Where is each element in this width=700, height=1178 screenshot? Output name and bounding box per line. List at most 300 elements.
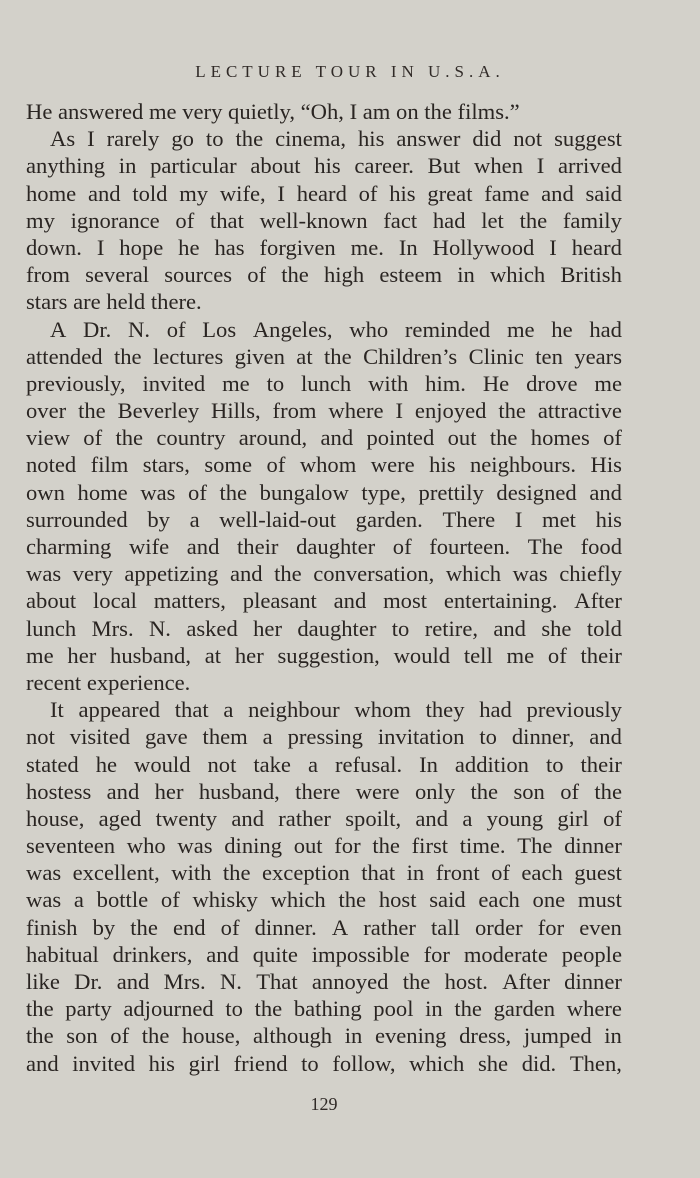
text-line xyxy=(26,805,622,832)
word: A xyxy=(331,914,349,940)
word: had xyxy=(479,697,512,723)
word: Then, xyxy=(569,1050,622,1076)
word: Hills, xyxy=(211,398,261,424)
word: of xyxy=(547,642,567,668)
word: conversation, xyxy=(313,561,435,587)
text-line xyxy=(26,479,622,506)
word: the xyxy=(402,969,431,994)
word: well-known xyxy=(259,207,368,233)
text-line xyxy=(26,723,622,750)
word: I xyxy=(514,506,523,532)
word: to xyxy=(479,724,497,750)
word: gave xyxy=(144,724,188,750)
word: girl xyxy=(557,805,589,831)
word: a xyxy=(189,506,200,532)
word: noted xyxy=(26,452,77,478)
word: and xyxy=(231,805,264,831)
word: heard xyxy=(296,180,347,206)
word: there xyxy=(295,778,341,804)
word: and xyxy=(415,805,449,831)
word: “Oh, xyxy=(300,99,350,124)
word: end xyxy=(172,914,206,940)
word: in xyxy=(406,860,425,886)
word: own xyxy=(26,479,65,505)
word: to xyxy=(205,126,224,152)
word: was xyxy=(26,887,62,913)
text-line xyxy=(26,343,622,370)
word: suggestion, xyxy=(277,642,380,668)
word: at xyxy=(204,642,222,668)
word: over xyxy=(26,398,67,424)
word: guest xyxy=(574,860,622,886)
word: which xyxy=(445,561,502,587)
word: a xyxy=(73,887,84,913)
text-line xyxy=(26,778,622,805)
word: dinner xyxy=(564,969,622,994)
word: he xyxy=(178,234,200,260)
word: front xyxy=(435,860,480,886)
text-line xyxy=(26,424,622,451)
word: designed xyxy=(496,479,577,505)
word: the xyxy=(222,860,251,886)
text-line xyxy=(26,669,622,696)
word: him. xyxy=(425,370,466,396)
word: I xyxy=(536,153,545,179)
word: I xyxy=(96,234,105,260)
word: the xyxy=(219,479,248,505)
word: and xyxy=(229,561,263,587)
word: young xyxy=(486,805,544,831)
word: most xyxy=(383,588,428,614)
word: quietly, xyxy=(228,99,301,124)
word: bathing xyxy=(293,996,362,1022)
word: bungalow xyxy=(259,479,349,505)
word: and xyxy=(589,724,622,750)
word: Mrs. xyxy=(163,969,206,994)
word: view xyxy=(26,425,70,451)
word: the xyxy=(130,914,158,940)
word: house, xyxy=(26,805,85,831)
word: each xyxy=(521,860,563,886)
word: tell xyxy=(463,642,493,668)
word: of xyxy=(160,887,180,913)
word: would xyxy=(393,642,451,668)
word: wife, xyxy=(219,180,266,206)
word: the xyxy=(235,126,264,152)
word: a xyxy=(462,805,473,831)
word: wife xyxy=(128,534,170,559)
word: she xyxy=(477,1050,509,1076)
word: me xyxy=(26,642,54,668)
word: Dr. xyxy=(83,316,112,342)
word: annoyed xyxy=(311,969,389,994)
word: which xyxy=(409,1050,465,1076)
word: of xyxy=(560,778,580,804)
word: son xyxy=(513,778,545,804)
text-line xyxy=(26,180,622,207)
word: several xyxy=(85,262,150,288)
word: he xyxy=(551,316,573,342)
word: His xyxy=(590,452,622,478)
word: by xyxy=(92,914,116,940)
text-line xyxy=(26,941,622,968)
word: in xyxy=(118,153,137,179)
word: the xyxy=(498,398,526,424)
word: his xyxy=(358,126,385,152)
word: garden. xyxy=(355,506,423,532)
word: the xyxy=(324,343,352,369)
word: seventeen xyxy=(26,833,116,859)
text-line xyxy=(26,125,622,152)
word: garden xyxy=(493,996,556,1022)
word: invited xyxy=(72,1050,135,1076)
word: fourteen. xyxy=(429,534,511,559)
word: about xyxy=(250,153,301,179)
word: of xyxy=(266,452,286,478)
word: N. xyxy=(148,615,171,641)
word: and xyxy=(320,425,354,451)
word: his xyxy=(389,180,416,206)
word: habitual xyxy=(26,941,99,967)
word: of xyxy=(220,914,240,940)
word: type, xyxy=(361,479,406,505)
word: me xyxy=(506,316,535,342)
word: only xyxy=(414,778,456,804)
word: said xyxy=(585,180,622,206)
word: to xyxy=(391,615,410,641)
word: There xyxy=(442,506,496,532)
word: are xyxy=(73,289,107,315)
text-line xyxy=(26,642,622,669)
word: finish xyxy=(26,914,78,940)
word: country xyxy=(156,425,226,451)
word: I xyxy=(349,99,363,124)
word: not xyxy=(513,126,543,152)
word: A xyxy=(50,316,67,342)
word: the xyxy=(281,262,309,288)
text-line xyxy=(26,832,622,859)
word: in xyxy=(604,1023,622,1049)
word: me xyxy=(148,99,183,124)
word: homes xyxy=(530,425,590,451)
word: the xyxy=(470,778,499,804)
text-line xyxy=(26,261,622,288)
text-line xyxy=(26,995,622,1022)
word: his xyxy=(148,1050,175,1076)
text-line xyxy=(26,914,622,941)
text-line xyxy=(26,587,622,614)
word: Mrs. xyxy=(91,615,134,641)
text-line xyxy=(26,207,622,234)
word: daughter xyxy=(297,615,377,641)
word: friend xyxy=(233,1050,288,1076)
word: host xyxy=(378,887,417,913)
word: neighbours. xyxy=(469,452,577,478)
word: The xyxy=(527,534,563,559)
word: he xyxy=(95,751,118,777)
word: some xyxy=(204,452,253,478)
word: her xyxy=(234,642,264,668)
word: which xyxy=(489,262,546,288)
word: in xyxy=(425,996,443,1022)
word: But xyxy=(427,153,461,179)
word: attended xyxy=(26,343,103,369)
word: about xyxy=(26,588,77,614)
word: and xyxy=(333,588,367,614)
word: told xyxy=(586,615,622,641)
word: with xyxy=(368,370,409,396)
word: excellent, xyxy=(72,860,160,886)
word: adjourned xyxy=(123,996,214,1022)
word: That xyxy=(256,969,298,994)
word: suggest xyxy=(554,126,622,152)
word: and xyxy=(541,180,574,206)
word: food xyxy=(580,534,622,559)
word: they xyxy=(425,697,465,723)
word: heard xyxy=(571,234,622,260)
word: a xyxy=(262,724,273,750)
word: my xyxy=(179,180,209,206)
word: which xyxy=(270,887,326,913)
word: the xyxy=(78,398,106,424)
word: that xyxy=(174,697,209,723)
word: the xyxy=(26,1023,54,1049)
word: anything xyxy=(26,153,106,179)
word: the xyxy=(489,425,518,451)
word: that xyxy=(209,207,244,233)
word: refusal. xyxy=(334,751,403,777)
word: of xyxy=(83,425,103,451)
word: not xyxy=(26,724,55,750)
word: I xyxy=(395,398,404,424)
word: whom xyxy=(354,697,411,723)
word: well-laid-out xyxy=(219,506,336,532)
word: with xyxy=(171,860,212,886)
word: on xyxy=(396,99,425,124)
word: when xyxy=(474,153,523,179)
word: home xyxy=(26,180,77,206)
word: was xyxy=(140,479,176,505)
word: the xyxy=(26,996,54,1022)
word: her xyxy=(154,778,184,804)
word: his xyxy=(429,452,456,478)
word: entertaining. xyxy=(443,588,558,614)
word: a xyxy=(307,751,318,777)
word: were xyxy=(370,452,415,478)
word: Hollywood xyxy=(432,234,535,260)
word: aged xyxy=(98,805,142,831)
text-line xyxy=(26,234,622,261)
word: very xyxy=(182,99,229,124)
word: his xyxy=(595,506,622,532)
word: Angeles, xyxy=(252,316,333,342)
word: girl xyxy=(188,1050,220,1076)
word: that xyxy=(361,860,396,886)
word: The xyxy=(517,833,553,859)
word: out xyxy=(293,833,323,859)
word: would xyxy=(134,751,191,777)
text-line xyxy=(26,397,622,424)
word: ten xyxy=(535,343,563,369)
word: time. xyxy=(459,833,506,859)
word: After xyxy=(574,588,622,614)
word: were xyxy=(355,778,400,804)
word: dinner xyxy=(564,833,622,859)
word: As xyxy=(50,126,76,152)
word: drove xyxy=(526,370,578,396)
word: had xyxy=(589,316,622,342)
word: film xyxy=(90,452,129,478)
word: years xyxy=(574,343,622,369)
word: down. xyxy=(26,234,82,260)
word: lectures xyxy=(152,343,224,369)
word: to xyxy=(225,996,243,1022)
word: was xyxy=(26,561,62,587)
word: charming xyxy=(26,534,112,559)
word: stars, xyxy=(142,452,190,478)
page-number: 129 xyxy=(310,1094,338,1114)
word: lunch xyxy=(301,370,352,396)
word: met xyxy=(542,506,576,532)
word: let xyxy=(481,207,504,233)
word: dining xyxy=(224,833,282,859)
word: the xyxy=(594,778,622,804)
text-line xyxy=(26,859,622,886)
word: husband, xyxy=(110,642,191,668)
word: who xyxy=(126,833,166,859)
word: of xyxy=(110,1023,130,1049)
word: held xyxy=(106,289,151,315)
word: the xyxy=(254,996,283,1022)
word: forgiven xyxy=(259,234,336,260)
word: and xyxy=(206,941,239,967)
word: their xyxy=(237,534,279,559)
word: order xyxy=(474,914,523,940)
word: appeared xyxy=(78,697,161,723)
word: experience. xyxy=(86,669,191,695)
word: of xyxy=(188,479,207,505)
word: asked xyxy=(186,615,238,641)
word: one xyxy=(532,887,566,913)
text-line xyxy=(26,533,622,560)
word: arrived xyxy=(557,153,622,179)
word: home xyxy=(77,479,128,505)
text-line xyxy=(26,506,622,533)
word: and xyxy=(26,1050,59,1076)
word: given xyxy=(234,343,285,369)
word: of xyxy=(603,805,622,831)
word: me xyxy=(594,370,622,396)
word: high xyxy=(323,262,365,288)
word: surrounded xyxy=(26,506,128,532)
body-text xyxy=(26,98,622,1077)
word: hostess xyxy=(26,778,92,804)
word: British xyxy=(560,262,622,288)
word: was xyxy=(512,561,548,587)
word: drinkers, xyxy=(112,941,193,967)
word: impossible xyxy=(311,941,410,967)
word: dress, xyxy=(459,1023,512,1049)
word: to xyxy=(301,1050,319,1076)
word: enjoyed xyxy=(414,398,487,424)
word: invitation xyxy=(377,724,465,750)
text-line xyxy=(26,152,622,179)
text-line xyxy=(26,886,622,913)
text-line xyxy=(26,696,622,723)
word: host. xyxy=(444,969,488,994)
running-head: LECTURE TOUR IN U.S.A. xyxy=(195,62,505,81)
word: around, xyxy=(238,425,308,451)
word: each xyxy=(478,887,520,913)
word: I xyxy=(277,180,285,206)
word: pool xyxy=(373,996,414,1022)
text-line xyxy=(26,370,622,397)
word: great xyxy=(427,180,473,206)
word: she xyxy=(541,615,572,641)
word: and xyxy=(87,180,121,206)
word: of xyxy=(603,425,622,451)
word: I xyxy=(87,126,95,152)
word: exception xyxy=(261,860,350,886)
word: whisky xyxy=(192,887,258,913)
word: did xyxy=(472,126,502,152)
word: and xyxy=(106,778,140,804)
word: was xyxy=(26,860,62,886)
word: stars xyxy=(26,289,74,315)
word: from xyxy=(272,398,317,424)
word: It xyxy=(50,697,64,723)
word: although xyxy=(253,1023,333,1049)
word: not xyxy=(207,751,237,777)
word: whom xyxy=(299,452,357,478)
word: stated xyxy=(26,751,79,777)
word: pointed xyxy=(366,425,435,451)
word: go xyxy=(171,126,194,152)
word: party xyxy=(65,996,112,1022)
text-line xyxy=(26,751,622,778)
word: previously xyxy=(526,697,622,723)
word: the xyxy=(338,887,367,913)
word: rather xyxy=(278,805,331,831)
text-line xyxy=(26,451,622,478)
word: for xyxy=(334,833,361,859)
word: out xyxy=(447,425,477,451)
word: very xyxy=(72,561,113,587)
word: appetizing xyxy=(124,561,219,587)
word: me xyxy=(222,370,250,396)
word: neighbour xyxy=(248,697,340,723)
word: addition xyxy=(454,751,529,777)
word: did. xyxy=(521,1050,557,1076)
word: films.” xyxy=(457,99,520,124)
word: Children’s xyxy=(363,343,458,369)
word: the xyxy=(113,343,142,369)
word: house, xyxy=(182,1023,241,1049)
word: Beverley xyxy=(117,398,200,424)
word: the xyxy=(454,996,482,1022)
word: has xyxy=(214,234,245,260)
word: of xyxy=(166,316,186,342)
word: of xyxy=(358,180,378,206)
word: After xyxy=(502,969,550,994)
word: In xyxy=(398,234,418,260)
word: lunch xyxy=(26,615,77,641)
word: In xyxy=(419,751,438,777)
word: of xyxy=(175,207,195,233)
word: the xyxy=(115,425,144,451)
word: of xyxy=(491,860,510,886)
word: chiefly xyxy=(559,561,622,587)
